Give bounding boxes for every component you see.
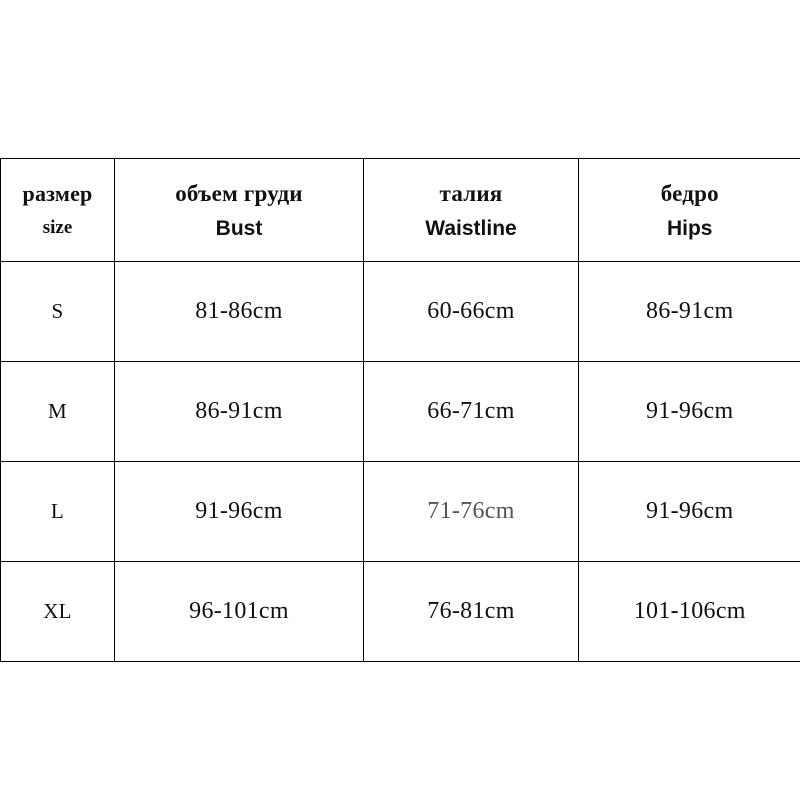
column-header-hips-ru: бедро <box>660 180 719 206</box>
table-row <box>1 362 800 462</box>
column-header-size-en: size <box>42 217 73 238</box>
table-row <box>1 262 800 362</box>
column-header-bust-en: Bust <box>215 216 263 240</box>
cell-bust: 81-86cm <box>115 262 364 362</box>
column-header-bust-ru: объем груди <box>175 180 303 206</box>
cell-bust: 86-91cm <box>115 362 364 462</box>
column-header-waistline-en: Waistline <box>425 216 517 240</box>
cell-hips: 86-91cm <box>579 262 800 362</box>
cell-waist: 60-66cm <box>364 262 579 362</box>
column-header-size-ru: размер <box>22 181 93 206</box>
cell-bust: 91-96cm <box>115 462 364 562</box>
column-header-hips <box>579 159 800 262</box>
cell-size: M <box>1 362 115 462</box>
column-header-waistline <box>364 159 579 262</box>
cell-waist: 71-76cm <box>364 462 579 562</box>
column-header-bust <box>115 159 364 262</box>
cell-hips: 91-96cm <box>579 362 800 462</box>
cell-hips: 91-96cm <box>579 462 800 562</box>
table-row <box>1 562 800 662</box>
size-chart-table <box>0 158 800 662</box>
cell-size: XL <box>1 562 115 662</box>
column-header-waistline-ru: талия <box>439 180 503 206</box>
cell-size: S <box>1 262 115 362</box>
cell-waist: 66-71cm <box>364 362 579 462</box>
cell-size: L <box>1 462 115 562</box>
column-header-hips-en: Hips <box>666 216 713 240</box>
cell-waist: 76-81cm <box>364 562 579 662</box>
column-header-size <box>1 159 115 262</box>
table-header-row <box>1 159 800 262</box>
cell-hips: 101-106cm <box>579 562 800 662</box>
cell-bust: 96-101cm <box>115 562 364 662</box>
table-row <box>1 462 800 562</box>
